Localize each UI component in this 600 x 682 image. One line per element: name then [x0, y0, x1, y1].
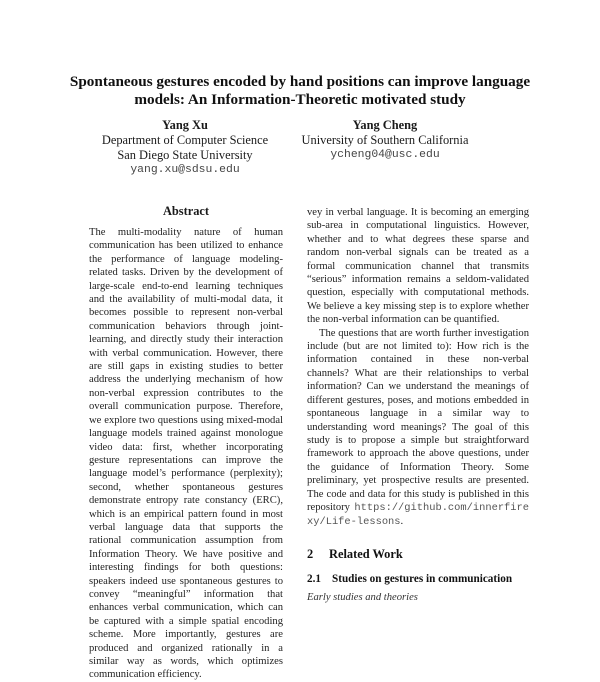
author-affiliation: Department of Computer Science [101, 133, 269, 147]
intro-paragraph-2 [307, 327, 529, 530]
intro-paragraph: vey in verbal language. It is becoming an emerging sub-area in computational linguistics. However, whether and to what degrees these sparse and random non-verbal signals can be treated as a formal communication channel that transmits “serious” information remains a seldom-validated question, especially with computational methods. We believe a key missing step is to explore whether the non-verbal information can be quantified. [307, 207, 529, 326]
section-number: 2 [307, 547, 314, 561]
subsection-number: 2.1 [307, 573, 321, 585]
author-name: Yang Xu [162, 118, 208, 132]
paragraph-text: The questions that are worth further investigation include (but are not limited to): How rich is the information contained in these non-verbal channels? What are their relationships to verbal information? Can we understand the meanings of different gestures, poses, and motions embedded in spontaneous language in a similar way to understanding word meanings? The goal of this study is to propose a simple but straightforward framework to approach the above questions, under the guidance of Information Theory. Some preliminary, yet prospective results are presented. The code and data for this study is published in this repository [307, 327, 529, 513]
author-email[interactable]: yang.xu@sdsu.edu [130, 164, 240, 176]
title-line-2: models: An Information-Theoretic motivated study [134, 91, 466, 108]
abstract-heading: Abstract [162, 204, 210, 218]
author-email[interactable]: ycheng04@usc.edu [330, 149, 440, 161]
author-block-1 [100, 118, 270, 178]
right-column [307, 206, 529, 530]
partial-body-text: Early studies and theories [307, 592, 418, 603]
author-name: Yang Cheng [352, 118, 418, 132]
subsection-heading-gestures [307, 572, 512, 586]
author-affiliation: San Diego State University [117, 148, 253, 162]
section-title: Related Work [329, 547, 403, 561]
abstract-text: The multi-modality nature of human communication has been utilized to enhance the performance of language modeling-related tasks. Driven by the development of large-scale end-to-end learning techniques and the availability of multi-modal data, it becomes possible to represent non-verbal communication behaviors through joint-learning, and directly study their interaction with verbal communication. However, there are still gaps in existing studies to better address the underlying mechanism of how non-verbal expression contributes to the overall communication purpose. Therefore, we explore two questions using mixed-modal language models trained against monologue video data: first, whether incorporating gesture representations can improve the language model’s performance (perplexity); second, whether spontaneous gestures demonstrate entropy rate constancy (ERC), which is an empirical pattern found in most verbal language data that supports the rational communication assumption from Information Theory. We have positive and interesting findings for both questions: speakers indeed use spontaneous gestures to convey “meaningful” information that enhances verbal communication, which can be captured with a simple spatial encoding scheme. More importantly, gestures are produced and organized rationally in a similar way as words, which optimizes communication efficiency. [89, 227, 283, 681]
repository-link[interactable]: https://github.com/innerfirexy/Life-lessons [307, 501, 529, 529]
author-affiliation: University of Southern California [301, 133, 469, 147]
paragraph-end: . [400, 516, 404, 528]
abstract-body [89, 226, 283, 682]
title-line-1: Spontaneous gestures encoded by hand positions can improve language [69, 73, 531, 90]
paper-title [60, 73, 540, 109]
author-block-2 [300, 118, 470, 163]
subsection-title: Studies on gestures in communication [332, 573, 513, 585]
section-heading-related-work [307, 547, 403, 562]
